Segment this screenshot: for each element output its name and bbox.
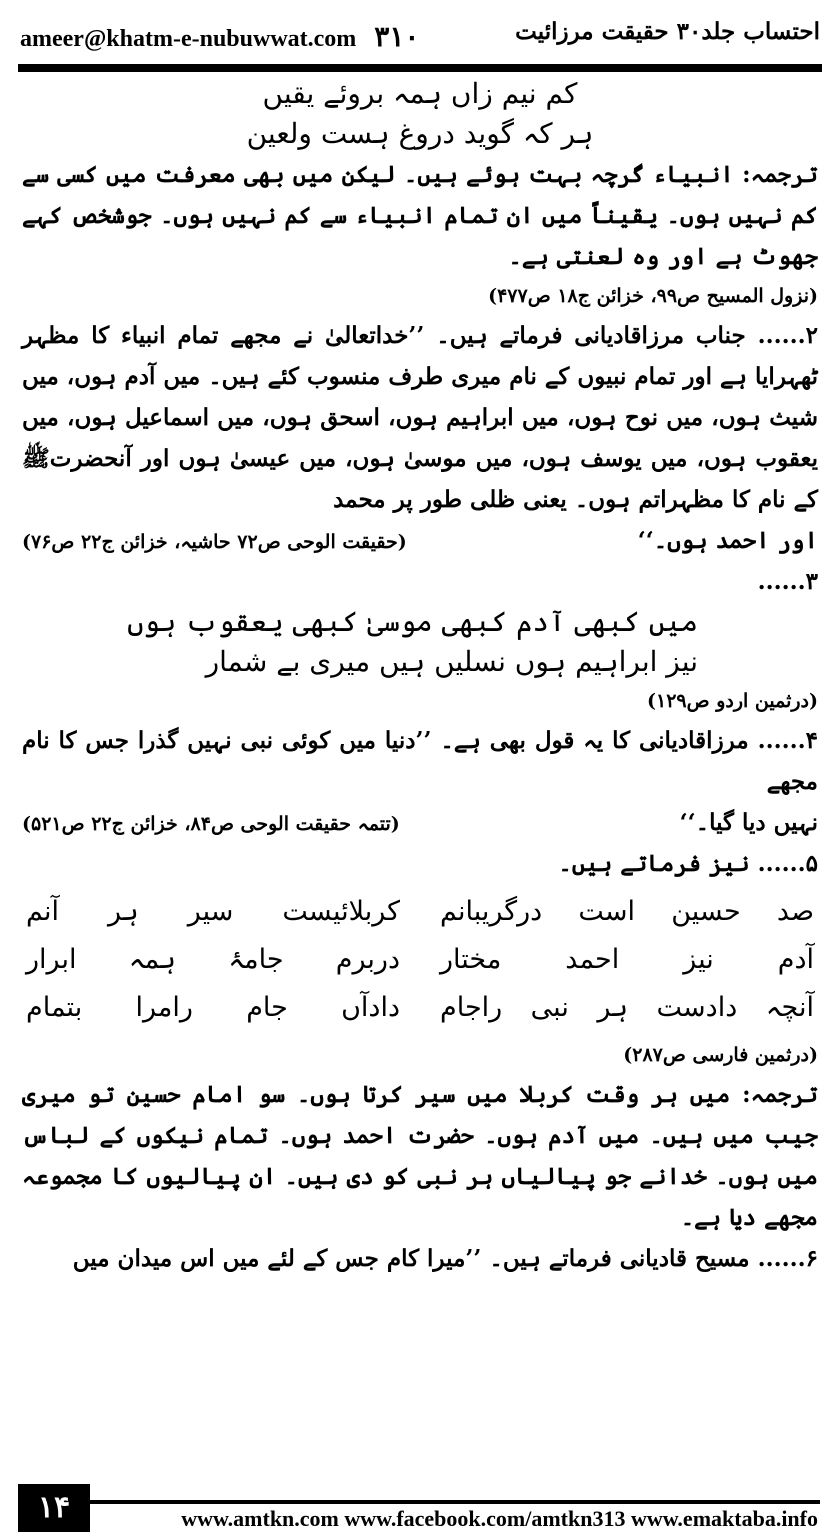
verse-hemistich: آنچہ دادست ہر نبی راجام	[440, 992, 814, 1023]
verse-hemistich: صد حسین است درگریبانم	[440, 896, 814, 927]
paragraph-5: ۵...... نیز فرماتے ہیں۔	[558, 850, 818, 877]
paragraph-4: ۴...... مرزاقادیانی کا یہ قول بھی ہے۔ ’’دنیا میں کوئی نبی نہیں گذرا جس کا نام مجھے	[22, 727, 818, 795]
header-rule	[18, 64, 822, 72]
paragraph-4-end-row	[22, 802, 818, 843]
item-number-3: ۳......	[757, 568, 818, 595]
verse-line: کم نیم زاں ہمہ بروئے یقیں	[262, 77, 578, 110]
page-body	[22, 74, 818, 1468]
footer-links: www.amtkn.com www.facebook.com/amtkn313 www.emaktaba.info	[181, 1506, 818, 1531]
verse-line: میں کبھی آدم کبھی موسیٰ کبھی یعقوب ہوں	[127, 605, 698, 638]
translation-paragraph: ترجمہ: انبیاء گرچہ بہت ہوئے ہیں۔ لیکن میں بھی معرفت میں کسی سے کم نہیں ہوں۔ یقیناً میں ان تمام انبیاء سے کم نہیں ہوں۔ جوشخص کہے جھوٹ ہے اور وہ لعنتی ہے۔	[22, 161, 818, 270]
verse-hemistich: آدم نیز احمد مختار	[440, 944, 814, 975]
footer-page-tag: ۱۴	[18, 1484, 90, 1532]
reference: (نزول المسیح ص۹۹، خزائن ج۱۸ ص۴۷۷)	[488, 285, 818, 307]
header-email: ameer@khatm-e-nubuwwat.com	[20, 26, 357, 52]
paragraph-2: ۲...... جناب مرزاقادیانی فرماتے ہیں۔ ’’خداتعالیٰ نے مجھے تمام انبیاء کا مظہر ٹھہرایا ہے اور تمام نبیوں کے نام میری طرف منسوب کئے ہیں۔ میں آدم ہوں، میں شیث ہوں، میں نوح ہوں، میں ابراہیم ہوں، اسحق ہوں، میں اسماعیل ہوں، میں یعقوب ہوں، میں یوسف ہوں، میں موسیٰ ہوں، میں عیسیٰ ہوں اور آنحضرتﷺ کے نام کا مظہراتم ہوں۔ یعنی ظلی طور پر محمد	[22, 322, 818, 513]
reference: (حقیقت الوحی ص۷۲ حاشیہ، خزائن ج۲۲ ص۷۶)	[22, 531, 407, 553]
verse-hemistich: دربرم جامۂ ہمہ ابرار	[26, 944, 400, 975]
paragraph-2-end: اور احمد ہوں۔‘‘	[637, 527, 818, 554]
book-title: احتساب جلد۳۰ حقیقت مرزائیت	[515, 18, 820, 45]
persian-verse-grid	[22, 888, 818, 1032]
paragraph-2-end-row	[22, 520, 818, 561]
reference: (درثمین اردو ص۱۲۹)	[646, 690, 818, 712]
translation-paragraph: ترجمہ: میں ہر وقت کربلا میں سیر کرتا ہوں۔ سو امام حسین تو میری جیب میں ہیں۔ میں آدم ہوں۔ حضرت احمد ہوں۔ تمام نیکوں کے لباس میں ہوں۔ خدانے جو پیالیاں ہر نبی کو دی ہیں۔ ان پیالیوں کا مجموعہ مجھے دیا ہے۔	[22, 1081, 818, 1231]
reference: (درثمین فارسی ص۲۸۷)	[623, 1044, 818, 1066]
paragraph-6: ۶...... مسیح قادیانی فرماتے ہیں۔ ’’میرا کام جس کے لئے میں اس میدان میں	[72, 1245, 818, 1272]
verse-hemistich: کربلائیست سیر ہر آنم	[26, 896, 400, 927]
header-left	[20, 20, 419, 54]
verse-line: ہر کہ گوید دروغ ہست ولعین	[246, 117, 594, 150]
verse-line: نیز ابراہیم ہوں نسلیں ہیں میری بے شمار	[205, 645, 698, 678]
paragraph-4-end: نہیں دیا گیا۔‘‘	[679, 809, 818, 836]
page-number: ۳۱۰	[374, 22, 420, 53]
footer-rule	[20, 1500, 820, 1504]
reference: (تتمہ حقیقت الوحی ص۸۴، خزائن ج۲۲ ص۵۲۱)	[22, 813, 400, 835]
verse-hemistich: دادآں جام رامرا بتمام	[26, 992, 400, 1023]
